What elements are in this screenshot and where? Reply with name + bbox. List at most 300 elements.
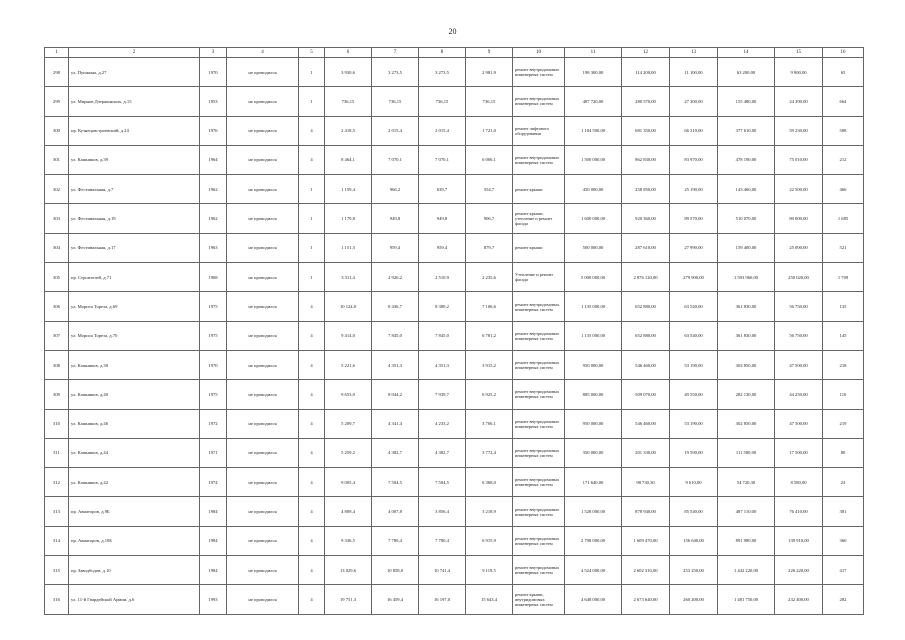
table-cell: 8 436,7	[372, 292, 419, 321]
page-number: 20	[448, 27, 457, 36]
table-cell: 287 610,00	[622, 233, 670, 262]
table-cell: 66 310,00	[670, 116, 718, 145]
table-cell: не проводился	[227, 468, 299, 497]
table-cell: 4 382,7	[419, 438, 466, 467]
table-cell: 6 368,0	[466, 468, 513, 497]
table-cell: 4	[299, 526, 325, 555]
column-number-row	[45, 48, 864, 58]
table-cell: 3 311,4	[325, 263, 372, 292]
table-cell: 282 130,00	[718, 380, 775, 409]
table-cell: 1984	[200, 556, 227, 585]
table-cell: 9 610,00	[670, 468, 718, 497]
table-cell: 1962	[200, 175, 227, 204]
table-cell: 9 336,5	[325, 526, 372, 555]
table-cell: 377 610,00	[718, 116, 775, 145]
table-cell: 27 990,00	[670, 233, 718, 262]
table-cell: 1 500 000,00	[565, 145, 622, 174]
table-cell: 361 830,00	[718, 292, 775, 321]
table-cell: 308	[45, 350, 69, 379]
table-cell: 1 721,0	[466, 116, 513, 145]
table-cell: 1 593 960,00	[718, 263, 775, 292]
column-header: 10	[513, 48, 565, 58]
table-cell: 1 609 470,00	[622, 526, 670, 555]
table-cell: 258 850,00	[622, 175, 670, 204]
table-cell: ул. 11-й Гвардейской Армии, д.6	[69, 585, 200, 614]
table-cell: 1 184 500,00	[565, 116, 622, 145]
table-cell: не проводился	[227, 585, 299, 614]
table-cell: 1968	[200, 263, 227, 292]
table-cell: 4	[299, 350, 325, 379]
table-cell: 588	[823, 116, 864, 145]
table-cell: 7 845,0	[372, 321, 419, 350]
table-cell: не проводился	[227, 350, 299, 379]
table-cell: 906,7	[466, 204, 513, 233]
table-cell: ул. Кашников, д.40	[69, 380, 200, 409]
table-cell: 5 259,2	[325, 438, 372, 467]
table-cell: 736,15	[325, 87, 372, 116]
table-cell: 302 850,00	[718, 409, 775, 438]
table-cell: 201 330,00	[622, 438, 670, 467]
table-cell: 159 400,00	[718, 233, 775, 262]
table-cell: 521	[823, 233, 864, 262]
table-cell: 4	[299, 497, 325, 526]
table-cell: 4 341,4	[372, 409, 419, 438]
table-cell: 920 360,00	[622, 204, 670, 233]
table-cell: 10 741,4	[419, 556, 466, 585]
table-cell: 156 640,00	[670, 526, 718, 555]
table-cell: 417	[823, 556, 864, 585]
table-cell: 155 480,00	[718, 87, 775, 116]
table-cell: 1 709	[823, 263, 864, 292]
table-cell: ремонт крыши	[513, 233, 565, 262]
table-cell: 959,4	[372, 233, 419, 262]
table-cell: 2 015,4	[419, 116, 466, 145]
table-cell: 4 233,2	[419, 409, 466, 438]
table-row	[45, 58, 864, 87]
table-cell: 250 020,00	[775, 263, 823, 292]
table-cell: не проводился	[227, 438, 299, 467]
table-cell: 1975	[200, 380, 227, 409]
table-cell: 1953	[200, 87, 227, 116]
table-cell: ремонт внутридомовых инженерных систем	[513, 321, 565, 350]
table-cell: 1972	[200, 409, 227, 438]
column-header: 8	[419, 48, 466, 58]
table-cell: 878 940,00	[622, 497, 670, 526]
table-cell: 1	[299, 58, 325, 87]
table-cell: 966,2	[372, 175, 419, 204]
table-cell: 664	[823, 87, 864, 116]
table-cell: 302 850,00	[718, 350, 775, 379]
table-cell: 2 926,2	[372, 263, 419, 292]
column-header: 6	[325, 48, 372, 58]
table-cell: 298	[45, 58, 69, 87]
table-cell: 2 510,9	[419, 263, 466, 292]
table-cell: 10 124,0	[325, 292, 372, 321]
table-cell: 15 643,4	[466, 585, 513, 614]
table-row	[45, 526, 864, 555]
table-cell: 56 750,00	[775, 321, 823, 350]
table-cell: ремонт внутридомовых инженерных систем	[513, 350, 565, 379]
table-cell: ремонт внутридомовых инженерных систем	[513, 468, 565, 497]
table-cell: 314	[45, 526, 69, 555]
table-cell: 8 464,1	[325, 145, 372, 174]
table-cell: 8 380,2	[419, 292, 466, 321]
table-cell: 1 528 000,00	[565, 497, 622, 526]
table-cell: 143 460,00	[718, 175, 775, 204]
table-cell: 6 781,2	[466, 321, 513, 350]
table-cell: 56 750,00	[775, 292, 823, 321]
table-cell: 226 220,00	[775, 556, 823, 585]
table-cell: не проводился	[227, 380, 299, 409]
table-cell: 232 400,00	[775, 585, 823, 614]
table-cell: 53 190,00	[670, 350, 718, 379]
table-cell: 44 250,00	[775, 380, 823, 409]
table-cell: 350 000,00	[565, 438, 622, 467]
table-cell: 59 230,00	[775, 116, 823, 145]
table-cell: пр. Авиаторов, д.10Б	[69, 526, 200, 555]
table-cell: 8 580,00	[775, 468, 823, 497]
table-cell: 652 880,00	[622, 292, 670, 321]
table-cell: 309	[45, 380, 69, 409]
column-header: 12	[622, 48, 670, 58]
table-cell: 1962	[200, 204, 227, 233]
table-cell: 4	[299, 585, 325, 614]
table-cell: ул. Мориса Тореза, д.69	[69, 292, 200, 321]
table-cell: 5 221,6	[325, 350, 372, 379]
table-cell: 1971	[200, 438, 227, 467]
table-cell: 7 106,6	[466, 292, 513, 321]
table-cell: пр. Кузнецовстроевский, д.24	[69, 116, 200, 145]
table-cell: 80 000,00	[775, 204, 823, 233]
table-cell: 22 500,00	[775, 175, 823, 204]
table-cell: 4 007,8	[372, 497, 419, 526]
table-cell: 6 915,9	[466, 526, 513, 555]
table-cell: не проводился	[227, 409, 299, 438]
table-cell: 4	[299, 145, 325, 174]
table-cell: 5 000 000,00	[565, 263, 622, 292]
table-cell: не проводился	[227, 263, 299, 292]
table-cell: 639,7	[419, 175, 466, 204]
table-cell: 885 000,00	[565, 380, 622, 409]
table-cell: 381	[823, 497, 864, 526]
table-cell: пр. Строителей, д.71	[69, 263, 200, 292]
table-cell: 1 442 220,00	[718, 556, 775, 585]
table-cell: 7 070,1	[419, 145, 466, 174]
table-cell: 1 481 750,00	[718, 585, 775, 614]
table-cell: 450 000,00	[565, 175, 622, 204]
table-body	[45, 58, 864, 615]
table-cell: 2 418,5	[325, 116, 372, 145]
table-cell: ул. Кашников, д.42	[69, 468, 200, 497]
table-cell: 1963	[200, 233, 227, 262]
table-cell: 1974	[200, 468, 227, 497]
table-cell: ремонт внутридомовых инженерных систем	[513, 380, 565, 409]
table-cell: 80	[823, 438, 864, 467]
table-cell: не проводился	[227, 321, 299, 350]
table-cell: 4 351,3	[372, 350, 419, 379]
table-cell: 9 119,5	[466, 556, 513, 585]
table-cell: 2 235,6	[466, 263, 513, 292]
table-cell: ул. Мирнов Дзержинских, д.15	[69, 87, 200, 116]
table-cell: 171 640,00	[565, 468, 622, 497]
table-cell: 736,15	[466, 87, 513, 116]
table-cell: 4	[299, 116, 325, 145]
table-cell: 736,15	[372, 87, 419, 116]
table-cell: 219	[823, 409, 864, 438]
table-cell: 19 751,3	[325, 585, 372, 614]
table-cell: 1	[299, 204, 325, 233]
table-cell: 949,8	[419, 204, 466, 233]
table-cell: 7 070,1	[372, 145, 419, 174]
table-row	[45, 497, 864, 526]
table-cell: 111 580,00	[718, 438, 775, 467]
table-cell: 282	[823, 585, 864, 614]
table-cell: ул. Мориса Тореза, д.70	[69, 321, 200, 350]
table-cell: 279 900,00	[670, 263, 718, 292]
table-cell: 2 798 000,00	[565, 526, 622, 555]
table-cell: 89 570,00	[670, 204, 718, 233]
table-row	[45, 116, 864, 145]
table-cell: 306	[45, 292, 69, 321]
table-cell: не проводился	[227, 175, 299, 204]
table-cell: 300	[45, 116, 69, 145]
table-cell: 1964	[200, 145, 227, 174]
table-cell: 75 010,00	[775, 145, 823, 174]
table-cell: ремонт крыши, утепление и ремонт фасада	[513, 204, 565, 233]
table-cell: ул. Фестивальная, д.19	[69, 204, 200, 233]
table-cell: 509 070,00	[622, 380, 670, 409]
table-cell: 546 460,00	[622, 350, 670, 379]
table-cell: 4 382,7	[372, 438, 419, 467]
table-cell: 7 845,0	[419, 321, 466, 350]
table-cell: 4	[299, 380, 325, 409]
table-cell: 681 350,00	[622, 116, 670, 145]
table-cell: 49 550,00	[670, 380, 718, 409]
table-cell: 316	[45, 585, 69, 614]
table-cell: ремонт крыши, внутридомовых инженерных систем	[513, 585, 565, 614]
table-cell: 949,8	[372, 204, 419, 233]
table-cell: ремонт внутридомовых инженерных систем	[513, 497, 565, 526]
table-cell: 1970	[200, 350, 227, 379]
table-cell: 487 110,00	[718, 497, 775, 526]
table-cell: 950 000,00	[565, 409, 622, 438]
column-header: 2	[69, 48, 200, 58]
table-row	[45, 556, 864, 585]
table-cell: 3 856,4	[419, 497, 466, 526]
table-cell: 1 159,4	[325, 175, 372, 204]
table-cell: ремонт лифтового оборудования	[513, 116, 565, 145]
table-cell: 891 980,00	[718, 526, 775, 555]
table-cell: 23	[823, 468, 864, 497]
table-cell: 8 044,2	[372, 380, 419, 409]
table-row	[45, 204, 864, 233]
table-cell: 83 970,00	[670, 145, 718, 174]
table-cell: 198 300,00	[565, 58, 622, 87]
table-cell: 63 540,00	[670, 321, 718, 350]
table-cell: 7 780,4	[419, 526, 466, 555]
table-cell: 879,7	[466, 233, 513, 262]
table-cell: 312	[45, 468, 69, 497]
table-cell: 1 151,3	[325, 233, 372, 262]
table-cell: ремонт внутридомовых инженерных систем	[513, 58, 565, 87]
column-header: 16	[823, 48, 864, 58]
table-cell: 361 830,00	[718, 321, 775, 350]
table-cell: 3 218,9	[466, 497, 513, 526]
table-cell: 466	[823, 175, 864, 204]
table-cell: 1 685	[823, 204, 864, 233]
table-cell: 10 858,0	[372, 556, 419, 585]
column-header: 15	[775, 48, 823, 58]
repair-program-table	[44, 47, 864, 615]
table-cell: 313	[45, 497, 69, 526]
table-cell: 63 200,00	[718, 58, 775, 87]
column-header: 3	[200, 48, 227, 58]
table-cell: 27 300,00	[670, 87, 718, 116]
table-row	[45, 175, 864, 204]
column-header: 1	[45, 48, 69, 58]
table-cell: ул. Фестивальная, д.7	[69, 175, 200, 204]
table-cell: 1	[299, 175, 325, 204]
table-cell: 3 930,6	[325, 58, 372, 87]
table-row	[45, 87, 864, 116]
table-cell: не проводился	[227, 497, 299, 526]
table-cell: 1975	[200, 321, 227, 350]
table-cell: ремонт внутридомовых инженерных систем	[513, 438, 565, 467]
table-row	[45, 468, 864, 497]
table-cell: 6 925,2	[466, 380, 513, 409]
column-header: 7	[372, 48, 419, 58]
column-header: 11	[565, 48, 622, 58]
table-cell: 76 410,00	[775, 497, 823, 526]
table-cell: 212	[823, 145, 864, 174]
table-cell: 1976	[200, 116, 227, 145]
table-cell: 4	[299, 438, 325, 467]
table-cell: 114 200,00	[622, 58, 670, 87]
table-cell: 2 673 640,00	[622, 585, 670, 614]
column-header: 4	[227, 48, 299, 58]
table-cell: 3 915,2	[466, 350, 513, 379]
table-cell: 303	[45, 204, 69, 233]
table-cell: ул. Пушкина, д.27	[69, 58, 200, 87]
table-row	[45, 409, 864, 438]
table-cell: 959,4	[419, 233, 466, 262]
table-cell: ул. Фестивальная, д.17	[69, 233, 200, 262]
table-cell: не проводился	[227, 87, 299, 116]
table-cell: 4	[299, 292, 325, 321]
table-cell: 98 730,30	[622, 468, 670, 497]
table-cell: 63 540,00	[670, 292, 718, 321]
table-cell: 19 590,00	[670, 438, 718, 467]
table-cell: 315	[45, 556, 69, 585]
table-cell: 554,7	[466, 175, 513, 204]
table-cell: 500 000,00	[565, 233, 622, 262]
table-row	[45, 380, 864, 409]
table-cell: 304	[45, 233, 69, 262]
table-cell: 487 720,00	[565, 87, 622, 116]
table-cell: 1	[299, 263, 325, 292]
table-cell: 3 706,1	[466, 409, 513, 438]
table-cell: ремонт внутридомовых инженерных систем	[513, 145, 565, 174]
table-cell: 260 200,00	[670, 585, 718, 614]
table-cell: 2 015,4	[372, 116, 419, 145]
table-cell: 478 190,00	[718, 145, 775, 174]
table-cell: 16 197,0	[419, 585, 466, 614]
table-row	[45, 263, 864, 292]
table-cell: 3 772,4	[466, 438, 513, 467]
table-cell: 85 540,00	[670, 497, 718, 526]
table-cell: ремонт внутридомовых инженерных систем	[513, 556, 565, 585]
table-cell: 16 459,4	[372, 585, 419, 614]
table-cell: 145	[823, 321, 864, 350]
table-cell: 3 273,5	[419, 58, 466, 87]
table-row	[45, 438, 864, 467]
table-cell: 302	[45, 175, 69, 204]
table-cell: 4	[299, 468, 325, 497]
table-cell: 9 414,0	[325, 321, 372, 350]
table-cell: 4	[299, 409, 325, 438]
table-cell: 25 190,00	[670, 175, 718, 204]
table-cell: 1	[299, 87, 325, 116]
table-cell: 546 460,00	[622, 409, 670, 438]
table-cell: ремонт внутридомовых инженерных систем	[513, 87, 565, 116]
table-cell: не проводился	[227, 204, 299, 233]
table-cell: 3 273,5	[372, 58, 419, 87]
table-cell: 54 720,30	[718, 468, 775, 497]
table-cell: 5 209,7	[325, 409, 372, 438]
table-row	[45, 321, 864, 350]
table-cell: 1984	[200, 526, 227, 555]
column-header: 9	[466, 48, 513, 58]
table-cell: 305	[45, 263, 69, 292]
table-cell: 9 900,00	[775, 58, 823, 87]
table-cell: 4	[299, 321, 325, 350]
table-cell: не проводился	[227, 233, 299, 262]
table-cell: 13 029,6	[325, 556, 372, 585]
table-cell: 47 500,00	[775, 350, 823, 379]
table-cell: 1 179,8	[325, 204, 372, 233]
table-cell: 47 500,00	[775, 409, 823, 438]
table-cell: не проводился	[227, 58, 299, 87]
table-cell: 4 524 000,00	[565, 556, 622, 585]
table-cell: 1 600 000,00	[565, 204, 622, 233]
table-cell: 7 504,5	[372, 468, 419, 497]
table-cell: ул. Кашников, д.39	[69, 145, 200, 174]
column-header: 13	[670, 48, 718, 58]
table-cell: 2 981,9	[466, 58, 513, 87]
table-cell: Утепление и ремонт фасада	[513, 263, 565, 292]
column-header: 14	[718, 48, 775, 58]
table-cell: 1970	[200, 58, 227, 87]
table-cell: 311	[45, 438, 69, 467]
table-cell: 310	[45, 409, 69, 438]
table-cell: 2 602 310,00	[622, 556, 670, 585]
table-cell: 7 780,4	[372, 526, 419, 555]
table-cell: 299	[45, 87, 69, 116]
table-cell: 4 809,4	[325, 497, 372, 526]
table-cell: 65	[823, 58, 864, 87]
table-row	[45, 292, 864, 321]
table-cell: 1993	[200, 585, 227, 614]
table-cell: 9 005,4	[325, 468, 372, 497]
table-cell: 6 006,1	[466, 145, 513, 174]
table-cell: ул. Кашников, д.44	[69, 438, 200, 467]
table-cell: ремонт внутридомовых инженерных систем	[513, 409, 565, 438]
table-cell: 1984	[200, 497, 227, 526]
table-cell: ул. Кашников, д.46	[69, 409, 200, 438]
table-cell: не проводился	[227, 145, 299, 174]
table-cell: не проводился	[227, 116, 299, 145]
column-header: 5	[299, 48, 325, 58]
